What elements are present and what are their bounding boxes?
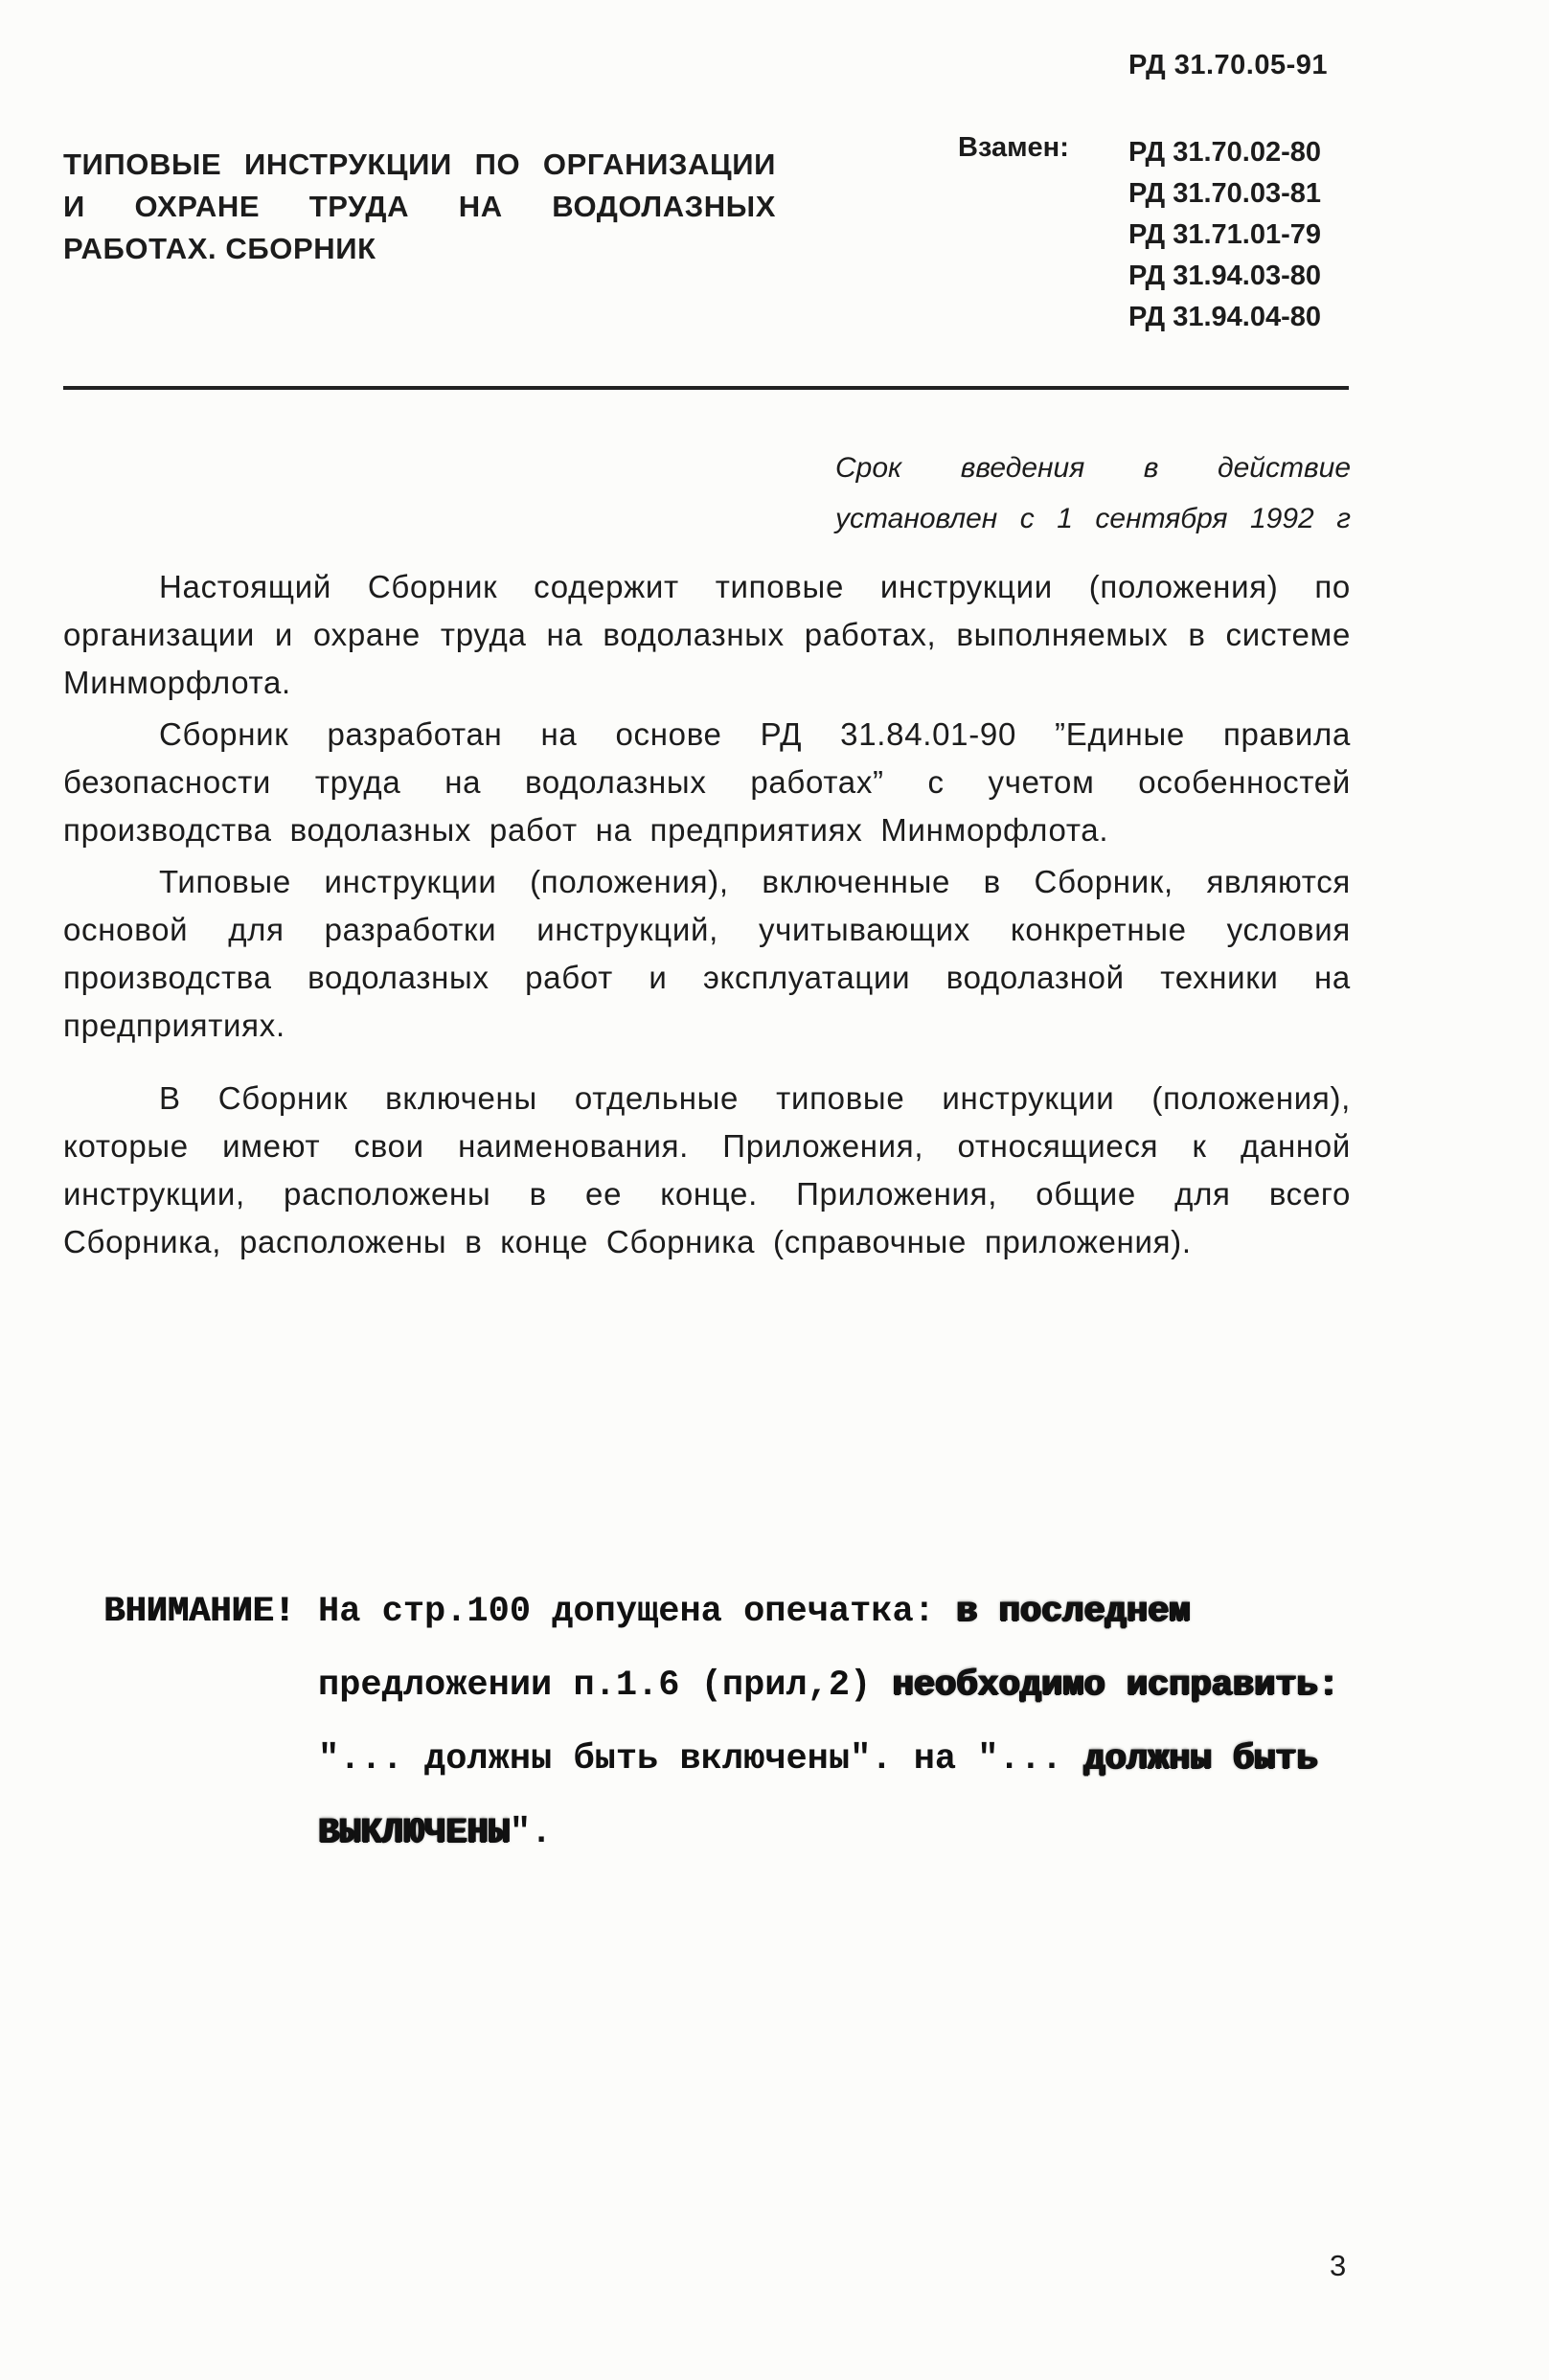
page-number: 3 xyxy=(1330,2249,1347,2282)
attention-text: На стр.100 допущена опечатка: xyxy=(318,1592,957,1632)
paragraph: Типовые инструкции (положения), включенные в Сборник, являются основой для разработки инструкций, учитывающих конкретные условия производства водолазных работ и эксплуатации водолазной техники на предприятиях. xyxy=(63,864,1351,1043)
document-title xyxy=(63,144,776,270)
doc-number: РД 31.70.05-91 xyxy=(1128,50,1329,80)
attention-line xyxy=(318,1575,1378,1649)
body-text xyxy=(63,563,1351,1266)
paragraph: Сборник разработан на основе РД 31.84.01-90 ”Единые правила безопасности труда на водолазных работах” с учетом особенностей производства водолазных работ на предприятиях Минморфлота. xyxy=(63,716,1351,848)
paragraph: Настоящий Сборник содержит типовые инструкции (положения) по организации и охране труда на водолазных работах, выполняемых в системе Минморфлота. xyxy=(63,569,1351,700)
attention-text: ". xyxy=(509,1813,553,1853)
attention-line xyxy=(318,1723,1378,1797)
attention-line xyxy=(318,1797,1378,1870)
attention-lines xyxy=(318,1575,1378,1870)
paragraph: В Сборник включены отдельные типовые инструкции (положения), которые имеют свои наименования. Приложения, относящиеся к данной инструкции, расположены в ее конце. Приложения, общие для всего Сборника, расположены в конце Сборника (справочные приложения). xyxy=(63,1080,1351,1259)
smudged-text: необходимо исправить: xyxy=(892,1666,1339,1706)
effective-line: Срок введения в действие xyxy=(835,452,1351,484)
title-line: РАБОТАХ. СБОРНИК xyxy=(63,232,376,265)
effective-date-note xyxy=(835,442,1351,544)
separator-rule xyxy=(63,386,1349,390)
effective-line: установлен с 1 сентября 1992 г xyxy=(835,503,1351,534)
replaces-item: РД 31.94.04-80 xyxy=(1128,302,1322,332)
title-line: И ОХРАНЕ ТРУДА НА ВОДОЛАЗНЫХ xyxy=(63,190,776,223)
attention-note xyxy=(103,1575,1378,1870)
smudged-text: должны быть xyxy=(1083,1739,1318,1779)
replaces-item: РД 31.94.03-80 xyxy=(1128,261,1322,291)
replaces-item: РД 31.70.03-81 xyxy=(1128,178,1322,209)
smudged-text: в последнем xyxy=(956,1592,1191,1632)
attention-text: предложении п.1.6 (прил,2) xyxy=(318,1666,893,1706)
title-line: ТИПОВЫЕ ИНСТРУКЦИИ ПО ОРГАНИЗАЦИИ xyxy=(63,147,776,181)
replaces-list xyxy=(1128,132,1321,338)
attention-label: ВНИМАНИЕ! xyxy=(103,1592,295,1632)
smudged-text: ВЫКЛЮЧЕНЫ xyxy=(318,1813,510,1853)
attention-text: "... должны быть включены". на "... xyxy=(318,1739,1084,1779)
replaces-item: РД 31.71.01-79 xyxy=(1128,219,1322,250)
attention-line xyxy=(318,1649,1378,1723)
replaces-label: Взамен: xyxy=(958,132,1069,163)
replaces-item: РД 31.70.02-80 xyxy=(1128,137,1322,168)
